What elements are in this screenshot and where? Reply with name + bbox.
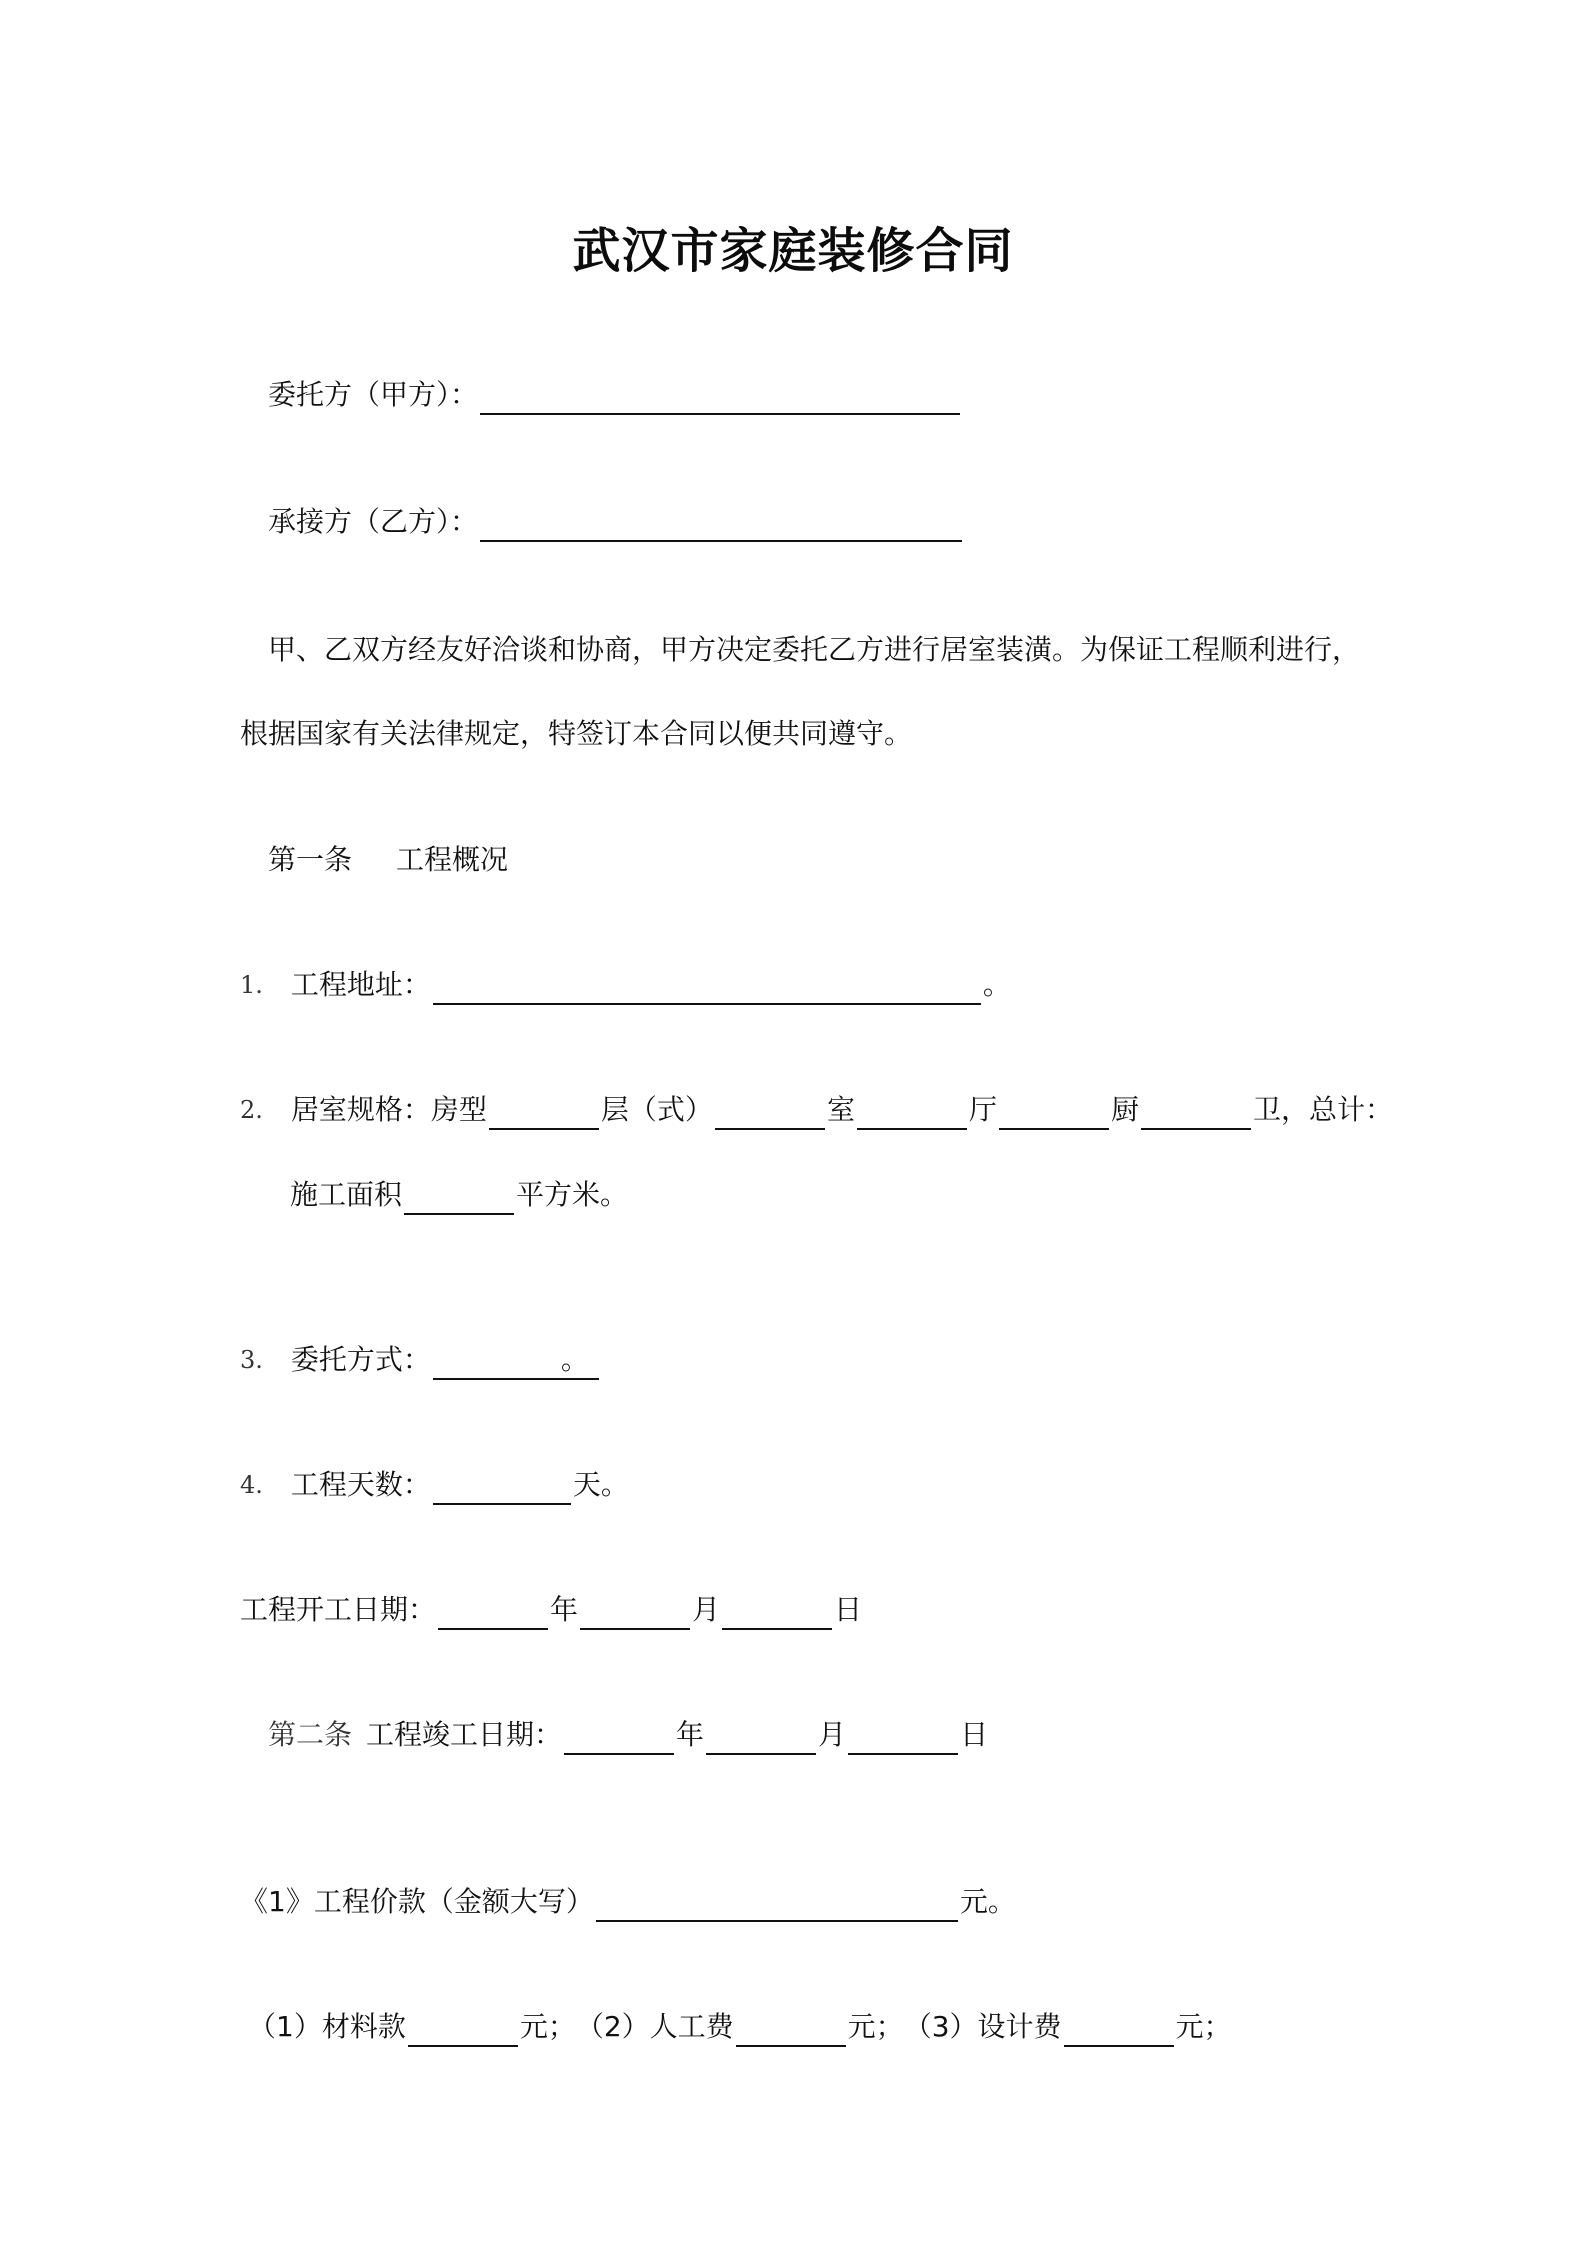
design-label: （3）设计费 [903, 2010, 1062, 2043]
intro-line-1: 甲、乙双方经友好洽谈和协商，甲方决定委托乙方进行居室装潢。为保证工程顺利进行， [268, 633, 1361, 666]
article-2-label: 第二条 [268, 1718, 353, 1751]
end-month-field[interactable] [706, 1723, 816, 1755]
end-year-field[interactable] [564, 1723, 674, 1755]
material-fee-field[interactable] [408, 2015, 518, 2047]
start-date-label: 工程开工日期： [240, 1593, 437, 1626]
party-b-row [268, 502, 964, 542]
material-label: （1）材料款 [248, 2010, 406, 2043]
kitchen-field[interactable] [999, 1098, 1109, 1130]
labor-unit: 元； [847, 2010, 904, 2043]
article-1-title: 工程概况 [396, 843, 509, 876]
floor-field[interactable] [489, 1098, 599, 1130]
item-2-label: 居室规格：房型 [290, 1093, 487, 1126]
price-row [240, 1882, 1016, 1922]
delegation-method-field[interactable] [433, 1343, 599, 1380]
start-year-field[interactable] [438, 1598, 548, 1630]
project-address-field[interactable] [433, 973, 981, 1005]
room-field[interactable] [715, 1098, 825, 1130]
article-1-heading [268, 840, 508, 880]
item-1-number: 1. [240, 971, 263, 999]
item-2-unit-4: 厨 [1110, 1093, 1139, 1126]
item-2-unit-2: 室 [826, 1093, 855, 1126]
project-days-field[interactable] [433, 1473, 571, 1505]
price-amount-field[interactable] [596, 1890, 958, 1922]
item-2-unit-3: 厅 [968, 1093, 997, 1126]
item-2-unit-1: 层（式） [600, 1093, 713, 1126]
bathroom-field[interactable] [1141, 1098, 1251, 1130]
material-unit: 元； [519, 2010, 576, 2043]
start-day-field[interactable] [722, 1598, 832, 1630]
party-a-label: 委托方（甲方）： [268, 378, 479, 411]
party-b-label: 承接方（乙方）： [268, 505, 479, 538]
labor-fee-field[interactable] [736, 2015, 846, 2047]
item-1-row [240, 965, 1011, 1005]
hall-field[interactable] [857, 1098, 967, 1130]
price-end: 元。 [959, 1885, 1016, 1918]
item-4-end: 天。 [572, 1468, 629, 1501]
item-2-number: 2. [240, 1096, 263, 1124]
start-month-unit: 月 [692, 1593, 721, 1626]
price-label: 《1》工程价款（金额大写） [240, 1885, 594, 1918]
start-date-row [240, 1590, 862, 1630]
article-2-row [268, 1715, 988, 1755]
fees-row [248, 2007, 1232, 2047]
item-3-end: 。 [560, 1343, 589, 1376]
party-a-row [268, 375, 962, 415]
item-2-unit-5: 卫，总计： [1252, 1093, 1393, 1126]
item-2-row [240, 1090, 1393, 1130]
area-label: 施工面积 [290, 1178, 403, 1211]
labor-label: （2）人工费 [575, 2010, 734, 2043]
item-3-row [240, 1340, 601, 1380]
item-3-label: 委托方式： [290, 1343, 431, 1376]
party-b-field[interactable] [480, 510, 962, 542]
design-unit: 元； [1175, 2010, 1232, 2043]
item-2-area-row [290, 1175, 628, 1215]
item-4-label: 工程天数： [290, 1468, 431, 1501]
item-1-end: 。 [982, 968, 1011, 1001]
design-fee-field[interactable] [1064, 2015, 1174, 2047]
area-field[interactable] [404, 1183, 514, 1215]
completion-date-label: 工程竣工日期： [366, 1718, 563, 1751]
item-1-label: 工程地址： [290, 968, 431, 1001]
start-month-field[interactable] [580, 1598, 690, 1630]
start-day-unit: 日 [834, 1593, 863, 1626]
item-3-number: 3. [240, 1346, 263, 1374]
article-1-label: 第一条 [268, 843, 353, 876]
intro-line-2: 根据国家有关法律规定，特签订本合同以便共同遵守。 [240, 717, 913, 750]
end-day-field[interactable] [848, 1723, 958, 1755]
end-month-unit: 月 [818, 1718, 847, 1751]
end-day-unit: 日 [960, 1718, 989, 1751]
end-year-unit: 年 [676, 1718, 705, 1751]
item-4-row [240, 1465, 629, 1505]
party-a-field[interactable] [480, 383, 960, 415]
page-title: 武汉市家庭装修合同 [572, 223, 1014, 279]
item-4-number: 4. [240, 1471, 263, 1499]
start-year-unit: 年 [550, 1593, 579, 1626]
area-unit: 平方米。 [516, 1178, 629, 1211]
